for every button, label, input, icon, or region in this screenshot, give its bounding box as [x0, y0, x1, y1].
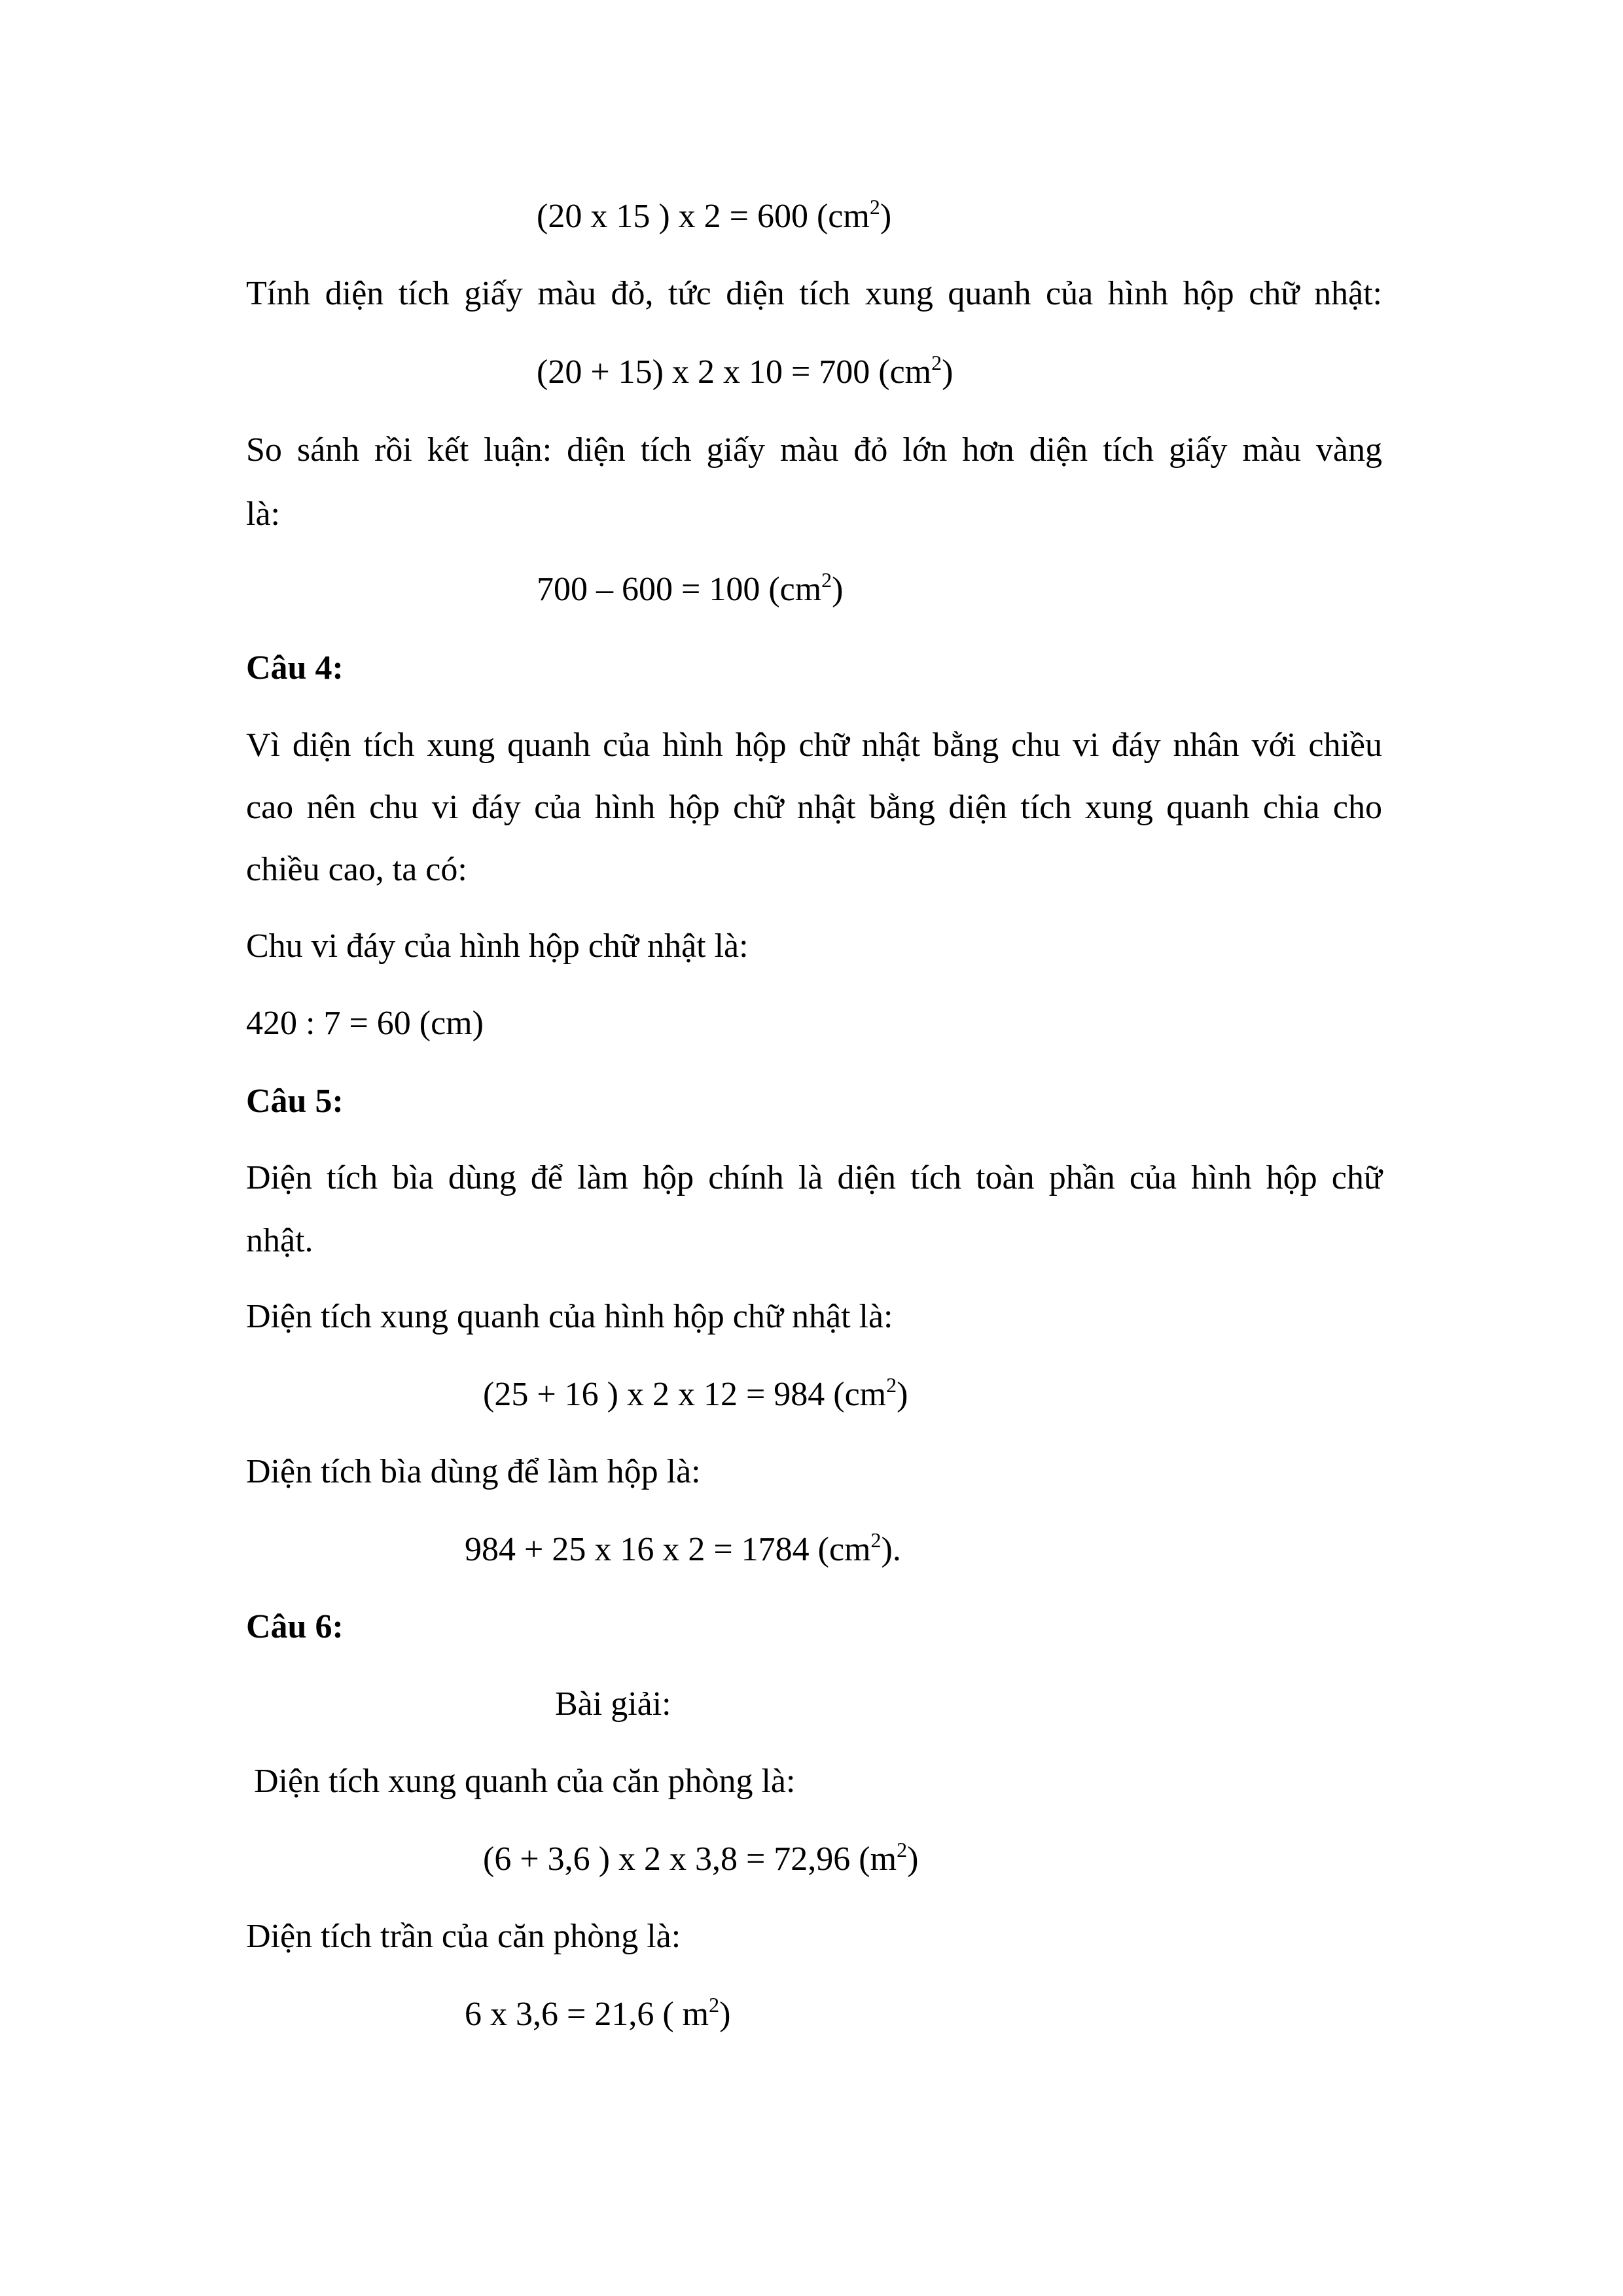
solution-heading: Bài giải: [555, 1685, 671, 1723]
formula-text: ) [719, 1996, 731, 2033]
formula-text: ). [881, 1531, 901, 1568]
formula-text: (20 + 15) x 2 x 10 = 700 (cm [537, 353, 932, 391]
text-line-q4-4: Chu vi đáy của hình hộp chữ nhật là: [246, 927, 749, 965]
text-line-q6-1: Diện tích xung quanh của căn phòng là: [254, 1763, 796, 1800]
text-line-red-paper-area: Tính diện tích giấy màu đỏ, tức diện tích xung quanh của hình hộp chữ nhật: [246, 275, 1382, 312]
text-line-q5-4: Diện tích bìa dùng để làm hộp là: [246, 1453, 701, 1490]
formula-text: ) [907, 1840, 919, 1878]
formula-room-lateral-area [483, 1838, 919, 1878]
formula-lateral-area-box [483, 1373, 908, 1413]
question-heading-4: Câu 4: [246, 649, 344, 687]
superscript: 2 [709, 1993, 720, 2017]
superscript: 2 [886, 1373, 897, 1397]
text-line-comparison-end: là: [246, 495, 280, 533]
formula-text: 984 + 25 x 16 x 2 = 1784 (cm [465, 1531, 871, 1568]
formula-top-bottom-area [537, 195, 892, 235]
formula-text: 6 x 3,6 = 21,6 ( m [465, 1996, 709, 2033]
text-line-q5-1: Diện tích bìa dùng để làm hộp chính là diện tích toàn phần của hình hộp chữ [246, 1159, 1382, 1196]
formula-ceiling-area [465, 1993, 731, 2033]
text-line-q6-2: Diện tích trần của căn phòng là: [246, 1918, 681, 1955]
text-line-q4-2: cao nên chu vi đáy của hình hộp chữ nhật bằng diện tích xung quanh chia cho [246, 789, 1382, 826]
formula-text: ) [832, 571, 844, 608]
formula-text: 700 – 600 = 100 (cm [537, 571, 822, 608]
formula-text: ) [897, 1376, 908, 1413]
superscript: 2 [869, 195, 880, 219]
text-line-q4-1: Vì diện tích xung quanh của hình hộp chữ nhật bằng chu vi đáy nhân với chiều [246, 726, 1382, 764]
question-heading-6: Câu 6: [246, 1608, 344, 1645]
formula-text: (20 x 15 ) x 2 = 600 (cm [537, 198, 870, 235]
text-line-q4-3: chiều cao, ta có: [246, 851, 467, 888]
formula-total-area [465, 1528, 901, 1568]
text-line-q5-2: nhật. [246, 1222, 313, 1259]
formula-text: (6 + 3,6 ) x 2 x 3,8 = 72,96 (m [483, 1840, 897, 1878]
formula-lateral-area [537, 351, 954, 391]
formula-text: (25 + 16 ) x 2 x 12 = 984 (cm [483, 1376, 887, 1413]
superscript: 2 [897, 1838, 908, 1861]
formula-difference [537, 568, 844, 608]
formula-text: ) [942, 353, 954, 391]
text-line-comparison: So sánh rồi kết luận: diện tích giấy màu đỏ lớn hơn diện tích giấy màu vàng [246, 431, 1382, 469]
superscript: 2 [931, 351, 942, 374]
superscript: 2 [821, 568, 832, 592]
superscript: 2 [870, 1528, 882, 1552]
question-heading-5: Câu 5: [246, 1083, 344, 1120]
formula-text: ) [880, 198, 892, 235]
text-line-q5-3: Diện tích xung quanh của hình hộp chữ nhật là: [246, 1298, 893, 1335]
formula-perimeter: 420 : 7 = 60 (cm) [246, 1005, 484, 1042]
